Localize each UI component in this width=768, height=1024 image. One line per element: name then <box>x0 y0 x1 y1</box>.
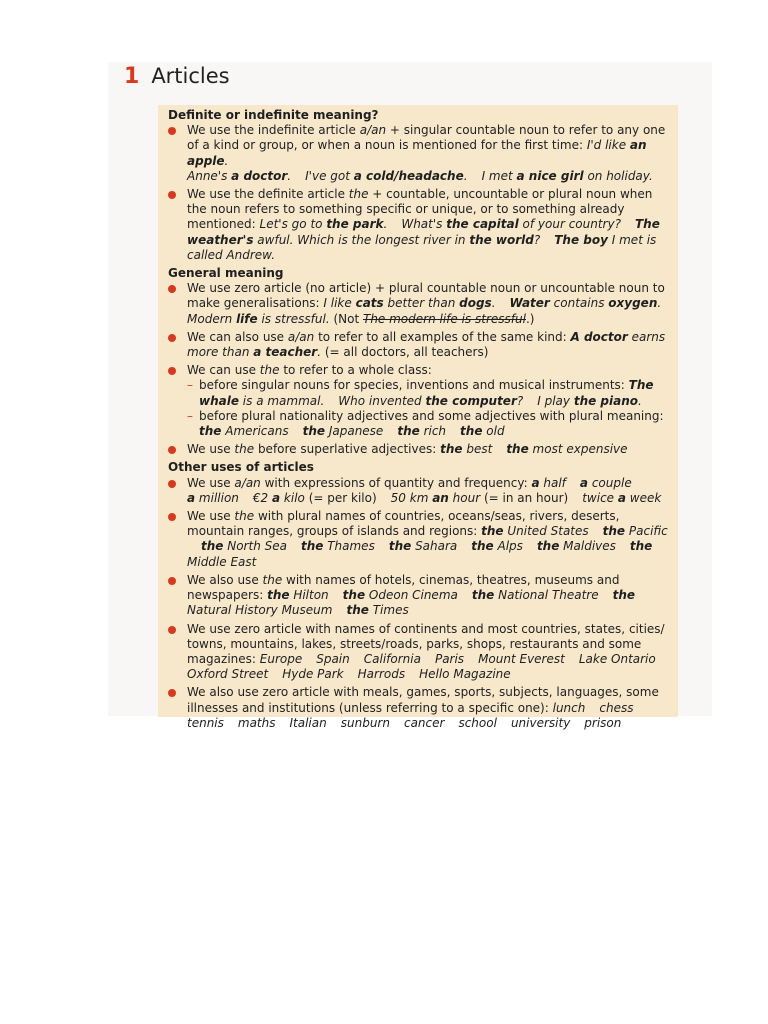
dash-icon: – <box>187 378 193 393</box>
example: chess <box>599 700 634 715</box>
example: Harrods <box>357 667 406 682</box>
example: Let's go to the park. <box>259 217 388 232</box>
example: the most expensive <box>506 442 628 457</box>
bullet-point: We also use the with names of hotels, cinemas, theatres, museums and newspapers: the Hilton the Odeon Cinema the National Theatre the Natural History Museum the Times <box>168 573 672 619</box>
example: cancer <box>403 715 445 730</box>
example: the Maldives <box>536 539 616 554</box>
example: the North Sea <box>201 539 287 554</box>
example: the Japanese <box>302 424 384 439</box>
example: a half <box>531 475 566 490</box>
bullet-dot-icon <box>168 446 176 454</box>
example: I like cats better than dogs. <box>323 296 496 311</box>
bullet-point: We also use zero article with meals, games, sports, subjects, languages, some illnesses and institutions (unless referring to a specific one): lunch chesstennis maths Italian sunburn cancer school university prison <box>168 685 672 731</box>
dash-icon: – <box>187 408 193 423</box>
example: the Alps <box>471 539 523 554</box>
example: Anne's a doctor. <box>187 168 292 183</box>
example: the Pacific <box>602 524 668 539</box>
bullet-point: We can also use a/an to refer to all examples of the same kind: A doctor earns more than a teacher. (= all doctors, all teachers) <box>168 330 672 360</box>
unit-number: 1 <box>124 64 140 89</box>
bullet-dot-icon <box>168 334 176 342</box>
bullet-dot-icon <box>168 367 176 375</box>
example: university <box>510 715 571 730</box>
example: sunburn <box>340 715 390 730</box>
example: Hello Magazine <box>419 667 511 682</box>
example: 50 km an hour <box>390 490 481 505</box>
example: Which is the longest river in the world? <box>297 232 541 247</box>
example: Water contains oxygen. <box>509 296 662 311</box>
example: a couple <box>579 475 632 490</box>
example: the United States <box>481 524 589 539</box>
example: I've got a cold/headache. <box>305 168 468 183</box>
example: tennis <box>187 715 224 730</box>
example: the Hilton <box>267 588 329 603</box>
example: the Middle East <box>187 539 653 569</box>
example: I met a nice girl on holiday. <box>481 168 653 183</box>
example: the Sahara <box>388 539 458 554</box>
bullet-dot-icon <box>168 513 176 521</box>
example: the best <box>440 442 493 457</box>
example: Europe <box>259 651 303 666</box>
example: A doctor earns more than a teacher. <box>187 329 666 360</box>
bullet-dot-icon <box>168 689 176 697</box>
example: the National Theatre <box>471 588 599 603</box>
example: the old <box>460 424 505 439</box>
bullet-point: We use a/an with expressions of quantity and frequency: a half a couple a million €2 a kilo (= per kilo) 50 km an hour (= in an hour) twice a week <box>168 476 672 506</box>
example: Italian <box>289 715 327 730</box>
example: Who invented the computer? <box>338 393 524 408</box>
bullet-dot-icon <box>168 191 176 199</box>
bullet-dot-icon <box>168 626 176 634</box>
example: Lake Ontario <box>578 651 656 666</box>
example: the Odeon Cinema <box>342 588 458 603</box>
example: the rich <box>397 424 447 439</box>
example: maths <box>237 715 276 730</box>
bullet-point: We use the before superlative adjectives: the best the most expensive <box>168 442 672 457</box>
bullet-dot-icon <box>168 577 176 585</box>
sub-point: – before singular nouns for species, inventions and musical instruments: The whale is a mammal. Who invented the computer? I play the piano. <box>187 378 654 408</box>
bullet-dot-icon <box>168 480 176 488</box>
example: Mount Everest <box>478 651 565 666</box>
example: Spain <box>316 651 350 666</box>
bullet-point: We use zero article with names of continents and most countries, states, cities/ towns, mountains, lakes, streets/roads, parks, shops, restaurants and some magazines: Europe Spain California Paris Mount Everest Lake OntarioOxford Street Hyde Park Harrods Hello Magazine <box>168 622 672 683</box>
example: The whale is a mammal. <box>199 378 654 408</box>
bullet-point: We use the with plural names of countries, oceans/seas, rivers, deserts, mountain ranges, groups of islands and regions: the United States the Pacificthe North Sea the Thames the Sahara the Alps the Maldives the Middle East <box>168 509 672 570</box>
bullet-dot-icon <box>168 285 176 293</box>
section-title-other: Other uses of articles <box>168 460 314 475</box>
example: a million <box>187 490 239 505</box>
example: school <box>458 715 497 730</box>
example: the Times <box>346 603 409 618</box>
example: the Americans <box>199 424 289 439</box>
example: Oxford Street <box>187 667 269 682</box>
bullet-point: We use the definite article the + countable, uncountable or plural noun when the noun refers to something specific or unique, or to something already mentioned: Let's go to the park. What's the capital of your country? The weather's awful. Which is the longest river in the world? The boy I met is called Andrew. <box>168 187 672 263</box>
example: prison <box>584 715 622 730</box>
bullet-point: We use zero article (no article) + plural countable noun or uncountable noun to make generalisations: I like cats better than dogs. Water contains oxygen. Modern life is stressful. (Not The modern life is stressful.) <box>168 281 672 327</box>
grammar-content <box>168 108 672 734</box>
bullet-point: We use the indefinite article a/an + singular countable noun to refer to any one of a kind or group, or when a noun is mentioned for the first time: I'd like an apple. Anne's a doctor. I've got a cold/headache. I met a nice girl on holiday. <box>168 123 672 184</box>
sub-point: – before plural nationality adjectives and some adjectives with plural meaning: the Americans the Japanese the rich the old <box>187 408 664 439</box>
section-title-general: General meaning <box>168 266 284 281</box>
bullet-dot-icon <box>168 127 176 135</box>
bullet-point: We can use the to refer to a whole class: – before singular nouns for species, inventions and musical instruments: The whale is a mammal. Who invented the computer? I play the piano. – before plural nationality adjectives and some adjectives with plural meaning: the Americans the Japanese the rich the old <box>168 363 672 439</box>
example: Paris <box>434 651 465 666</box>
example: California <box>363 651 421 666</box>
example: the Thames <box>300 539 375 554</box>
example: lunch <box>552 700 586 715</box>
example: twice a week <box>582 490 662 505</box>
incorrect-example: The modern life is stressful <box>362 311 526 326</box>
unit-heading <box>124 64 230 89</box>
unit-title: Articles <box>151 64 230 88</box>
example: The boy I met is called Andrew. <box>187 232 657 262</box>
example: What's the capital of your country? <box>401 217 621 232</box>
example: Hyde Park <box>282 667 344 682</box>
example: I play the piano. <box>537 393 642 408</box>
example: €2 a kilo <box>252 490 305 505</box>
example: I'd like an apple. <box>187 138 647 168</box>
example: The weather's awful. <box>187 217 660 247</box>
section-title-definite: Definite or indefinite meaning? <box>168 108 379 122</box>
example: the Natural History Museum <box>187 588 636 618</box>
example: Modern life is stressful. <box>187 311 330 326</box>
